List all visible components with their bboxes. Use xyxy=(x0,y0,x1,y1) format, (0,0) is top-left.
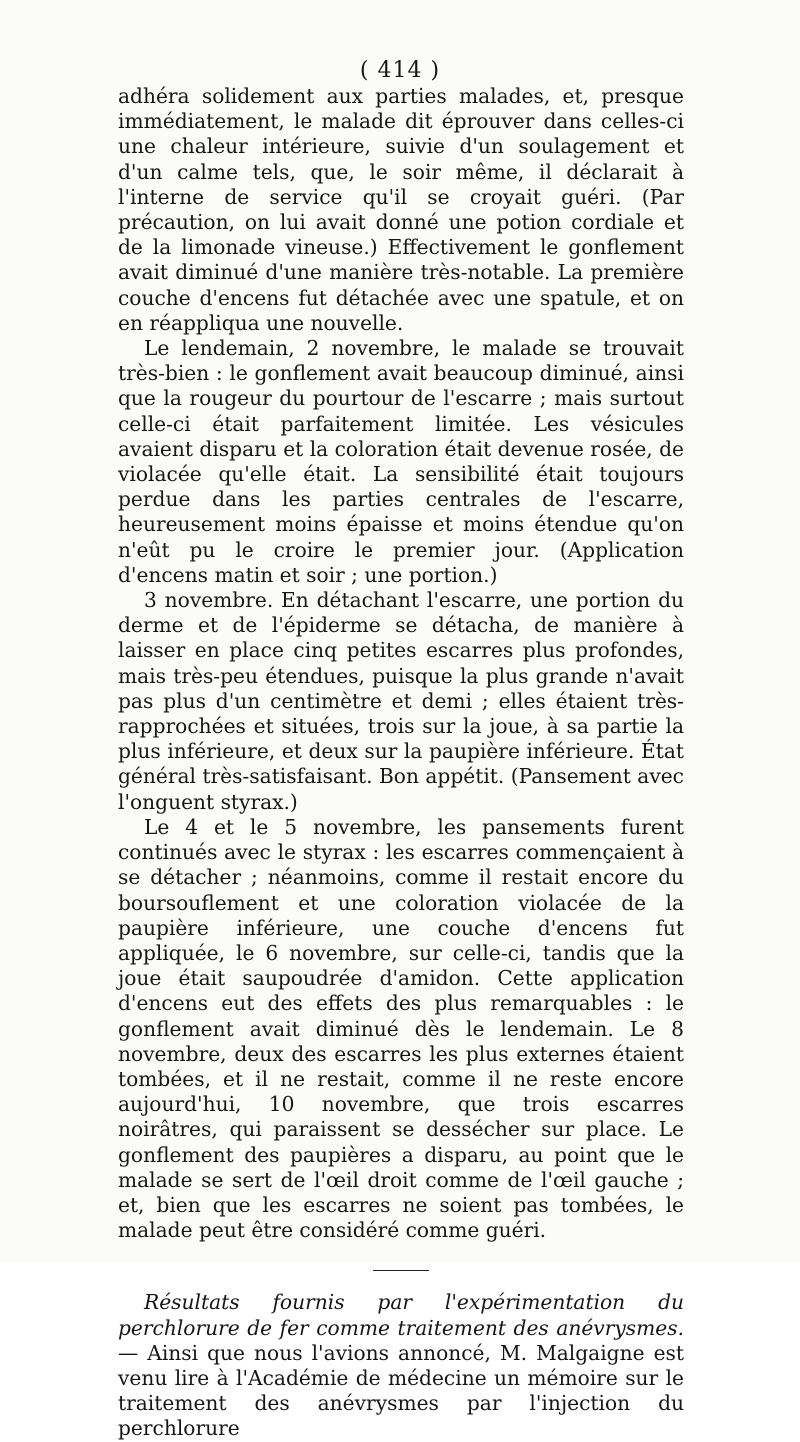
section-paragraph xyxy=(118,1290,684,1441)
paragraph-4-5-novembre: Le 4 et le 5 novembre, les pansements furent continués avec le styrax : les escarres commençaient à se détacher ; néanmoins, comme il restait encore du boursouflement et une coloration violacée de la paupière inférieure, une couche d'encens fut appliquée, le 6 novembre, sur celle-ci, tandis que la joue était saupoudrée d'amidon. Cette application d'encens eut des effets des plus remarquables : le gonflement avait diminué dès le lendemain. Le 8 novembre, deux des escarres les plus externes étaient tombées, et il ne restait, comme il ne reste encore aujourd'hui, 10 novembre, que trois escarres noirâtres, qui paraissent se dessécher sur place. Le gonflement des paupières a disparu, au point que le malade se sert de l'œil droit comme de l'œil gauche ; et, bien que les escarres ne soient pas tombées, le malade peut être considéré comme guéri. xyxy=(118,814,684,1243)
page-number: ( 414 ) xyxy=(359,58,441,83)
paragraph-3-novembre: 3 novembre. En détachant l'escarre, une portion du derme et de l'épiderme se détacha, de manière à laisser en place cinq petites escarres plus profondes, mais très-peu étendues, puisque la plus grande n'avait pas plus d'un centimètre et demi ; elles étaient très-rapprochées et situées, trois sur la joue, à sa partie la plus inférieure, et deux sur la paupière inférieure. État général très-satisfaisant. Bon appétit. (Pansement avec l'onguent styrax.) xyxy=(118,588,684,814)
section-dash: — xyxy=(118,1340,148,1365)
section-body: Ainsi que nous l'avions annoncé, M. Malgaigne est venu lire à l'Académie de médecine un mémoire sur le traitement des anévrysmes par l'injection du perchlorure xyxy=(118,1340,684,1441)
paragraph-2-novembre: Le lendemain, 2 novembre, le malade se trouvait très-bien : le gonflement avait beaucoup diminué, ainsi que la rougeur du pourtour de l'escarre ; mais surtout celle-ci était parfaitement limitée. Les vésicules avaient disparu et la coloration était devenue rosée, de violacée qu'elle était. La sensibilité était toujours perdue dans les parties centrales de l'escarre, heureusement moins épaisse et moins étendue qu'on n'eût pu le croire le premier jour. (Application d'encens matin et soir ; une portion.) xyxy=(118,336,684,587)
body-text xyxy=(118,84,684,1442)
paragraph-continuation: adhéra solidement aux parties malades, et, presque immédiatement, le malade dit éprouver dans celles-ci une chaleur intérieure, suivie d'un soulagement et d'un calme tels, que, le soir même, il déclarait à l'interne de service qu'il se croyait guéri. (Par précaution, on lui avait donné une potion cordiale et de la limonade vineuse.) Effectivement le gonflement avait diminué d'une manière très-notable. La première couche d'encens fut détachée avec une spatule, et on en réappliqua une nouvelle. xyxy=(118,84,684,335)
section-title: Résultats fournis par l'expérimentation du perchlorure de fer comme traitement des anévrysmes. xyxy=(118,1290,684,1340)
section-divider xyxy=(373,1270,429,1271)
